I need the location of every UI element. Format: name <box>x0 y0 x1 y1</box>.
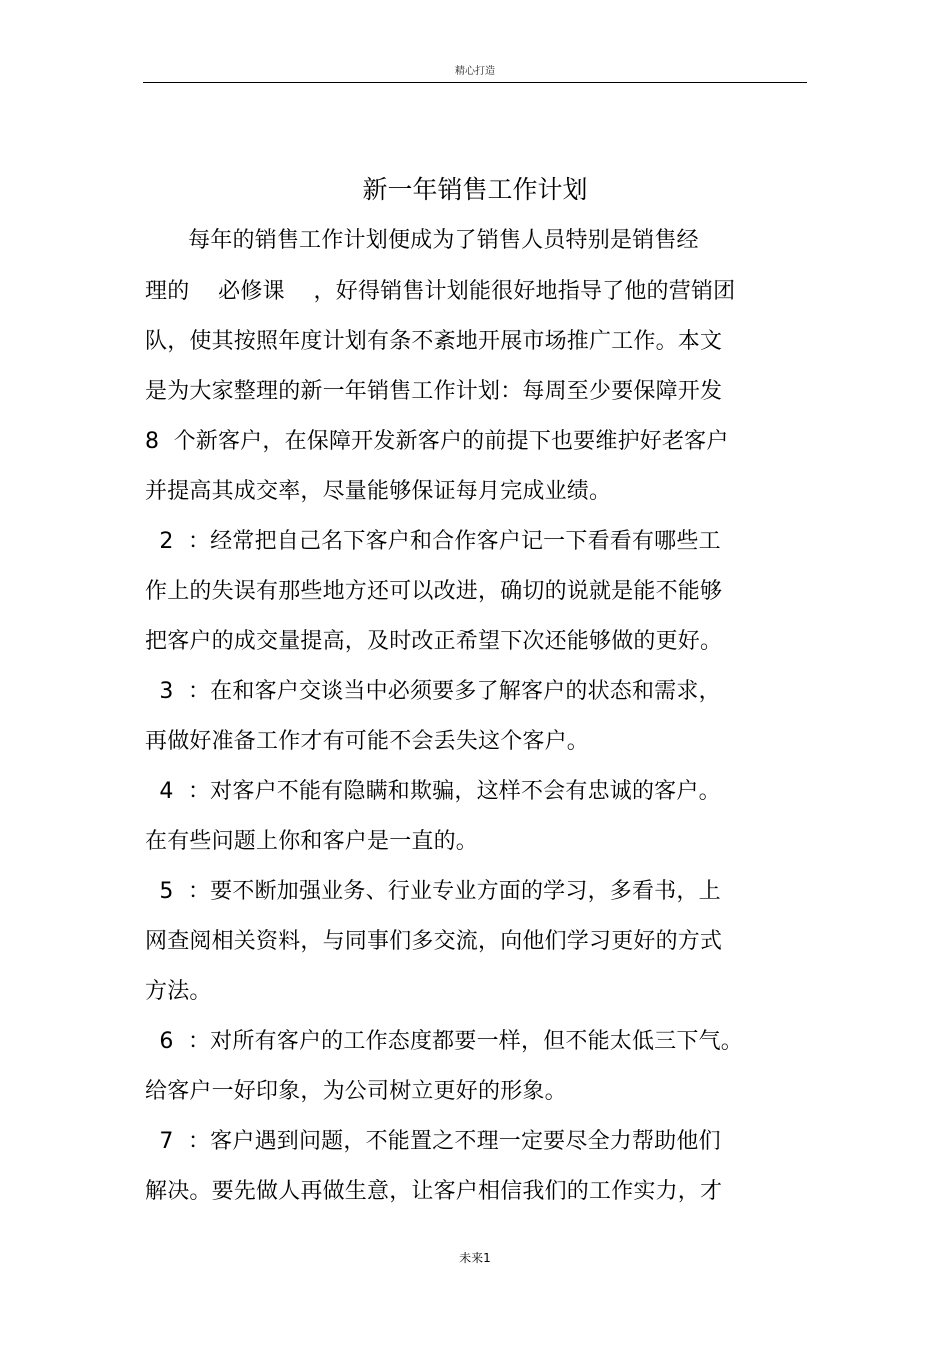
page-footer: 未来1 <box>459 1251 491 1265</box>
body-line: 在有些问题上你和客户是一直的。 <box>145 829 479 854</box>
body-line: 6 ：对所有客户的工作态度都要一样，但不能太低三下气。 <box>145 1029 743 1054</box>
body-line: 7 ：客户遇到问题，不能置之不理一定要尽全力帮助他们 <box>145 1129 721 1154</box>
body-line: 3 ：在和客户交谈当中必须要多了解客户的状态和需求， <box>145 679 721 704</box>
body-line: 给客户一好印象，为公司树立更好的形象。 <box>145 1079 567 1104</box>
page-header: 精心打造 <box>455 66 495 77</box>
body-line: 网查阅相关资料，与同事们多交流，向他们学习更好的方式 <box>145 929 723 954</box>
body-line: 解决。要先做人再做生意，让客户相信我们的工作实力，才 <box>145 1179 723 1204</box>
body-line: 队，使其按照年度计划有条不紊地开展市场推广工作。本文 <box>145 329 723 354</box>
body-line: 再做好准备工作才有可能不会丢失这个客户。 <box>145 729 590 754</box>
body-line: 是为大家整理的新一年销售工作计划：每周至少要保障开发 <box>145 379 723 404</box>
document-title: 新一年销售工作计划 <box>362 175 588 204</box>
body-line: 作上的失误有那些地方还可以改进，确切的说就是能不能够 <box>145 579 723 604</box>
body-line: 理的 必修课 ，好得销售计划能很好地指导了他的营销团 <box>145 279 736 304</box>
body-line: 并提高其成交率，尽量能够保证每月完成业绩。 <box>145 479 612 504</box>
body-line: 每年的销售工作计划便成为了销售人员特别是销售经 <box>145 228 699 253</box>
body-line: 把客户的成交量提高，及时改正希望下次还能够做的更好。 <box>145 629 723 654</box>
body-line: 4 ：对客户不能有隐瞒和欺骗，这样不会有忠诚的客户。 <box>145 779 721 804</box>
header-divider <box>143 82 807 83</box>
body-line: 2 ：经常把自己名下客户和合作客户记一下看看有哪些工 <box>145 529 721 554</box>
body-line: 8 个新客户，在保障开发新客户的前提下也要维护好老客户 <box>145 429 729 454</box>
body-line: 5 ：要不断加强业务、行业专业方面的学习，多看书，上 <box>145 879 721 904</box>
body-line: 方法。 <box>145 979 212 1004</box>
